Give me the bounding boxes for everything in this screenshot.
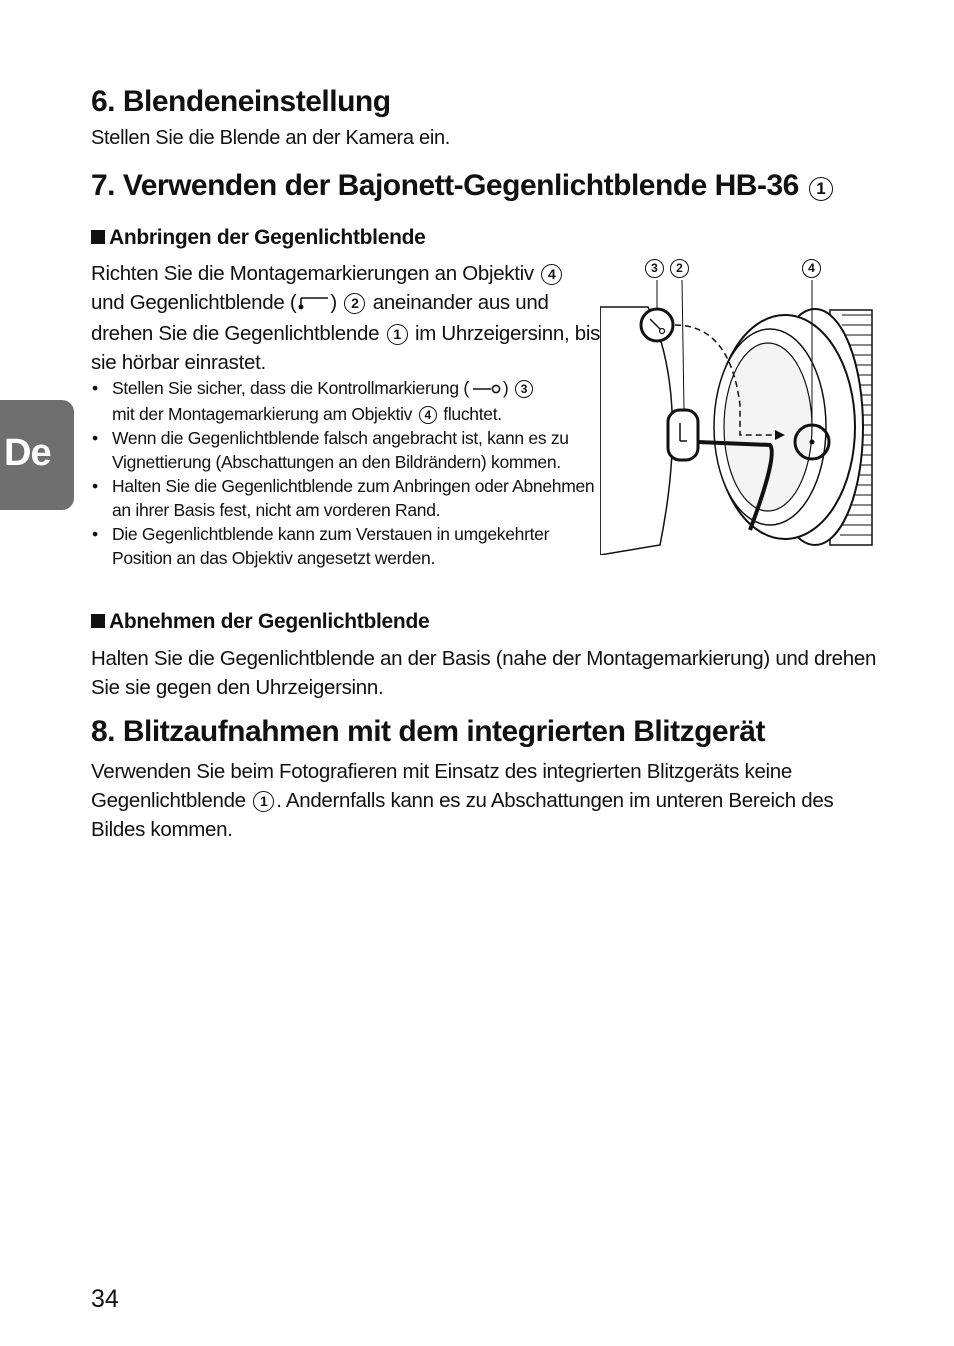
- attach-bullet-list: [91, 376, 596, 570]
- page-number: 34: [91, 1285, 119, 1313]
- remove-subheading-text: Abnehmen der Gegenlichtblende: [109, 610, 430, 633]
- language-tab: [0, 400, 74, 510]
- ref-1-badge: 1: [387, 324, 408, 345]
- index-mark-icon: [469, 378, 503, 402]
- attach-text-part: aneinander aus und drehen Sie die Gegenlichtblende: [91, 291, 549, 345]
- list-item: • Die Gegenlichtblende kann zum Verstauen in umgekehrter Position an das Objektiv angesetzt werden.: [91, 522, 596, 570]
- section-7-heading-text: 7. Verwenden der Bajonett-Gegenlichtblende HB-36: [91, 169, 799, 202]
- remove-subheading: [91, 610, 429, 634]
- section-8-paragraph: [91, 757, 891, 844]
- hood-mount-mark-icon: [296, 290, 330, 319]
- ref-1-badge: 1: [253, 791, 274, 812]
- attach-text-part: im Uhrzeigersinn, bis sie hörbar einrastet.: [91, 322, 601, 374]
- section-8-text-part: Verwenden Sie beim Fotografieren mit Einsatz des integrierten Blitzgeräts keine Gegenlichtblende: [91, 760, 793, 812]
- section-8-text-part: . Andernfalls kann es zu Abschattungen im unteren Bereich des Bildes kommen.: [91, 789, 834, 841]
- attach-subheading-text: Anbringen der Gegenlichtblende: [109, 226, 426, 249]
- section-8-heading: 8. Blitzaufnahmen mit dem integrierten Blitzgerät: [91, 715, 765, 748]
- attach-text-part: und Gegenlichtblende (: [91, 291, 297, 314]
- section-7-heading: [91, 169, 835, 203]
- ref-4-badge: 4: [541, 264, 562, 285]
- list-item: • Wenn die Gegenlichtblende falsch angebracht ist, kann es zu Vignettierung (Abschattungen an den Bildrändern) kommen.: [91, 426, 596, 474]
- figure-label-2: 2: [670, 259, 689, 278]
- bullet-text-part: fluchtet.: [443, 404, 502, 424]
- bullet-text-part: Stellen Sie sicher, dass die Kontrollmarkierung (: [112, 378, 469, 398]
- section-6-text: Stellen Sie die Blende an der Kamera ein.: [91, 127, 451, 149]
- ref-1-badge: 1: [809, 177, 833, 201]
- bullet-text-part: mit der Montagemarkierung am Objektiv: [112, 404, 413, 424]
- lens-hood-illustration: [600, 255, 875, 555]
- figure-label-3: 3: [645, 259, 664, 278]
- language-tab-label: De: [4, 432, 51, 474]
- section-6-heading: 6. Blendeneinstellung: [91, 85, 391, 118]
- list-item: • Halten Sie die Gegenlichtblende zum Anbringen oder Abnehmen an ihrer Basis fest, nicht am vorderen Rand.: [91, 474, 596, 522]
- remove-paragraph: Halten Sie die Gegenlichtblende an der Basis (nahe der Montagemarkierung) und drehen Sie sie gegen den Uhrzeigersinn.: [91, 647, 877, 699]
- list-item: [91, 376, 596, 426]
- ref-2-badge: 2: [344, 293, 365, 314]
- figure-label-4: 4: [802, 259, 821, 278]
- square-bullet-icon: [91, 614, 105, 628]
- attach-text-part: ): [330, 291, 337, 314]
- ref-3-badge: 3: [515, 380, 533, 398]
- attach-paragraph: [91, 259, 601, 377]
- bullet-text-part: ): [502, 378, 509, 398]
- attach-text-part: Richten Sie die Montagemarkierungen an Objektiv: [91, 262, 534, 285]
- attach-subheading: [91, 226, 426, 250]
- lens-hood-drawing: [600, 255, 875, 555]
- square-bullet-icon: [91, 230, 105, 244]
- ref-4-badge: 4: [419, 406, 437, 424]
